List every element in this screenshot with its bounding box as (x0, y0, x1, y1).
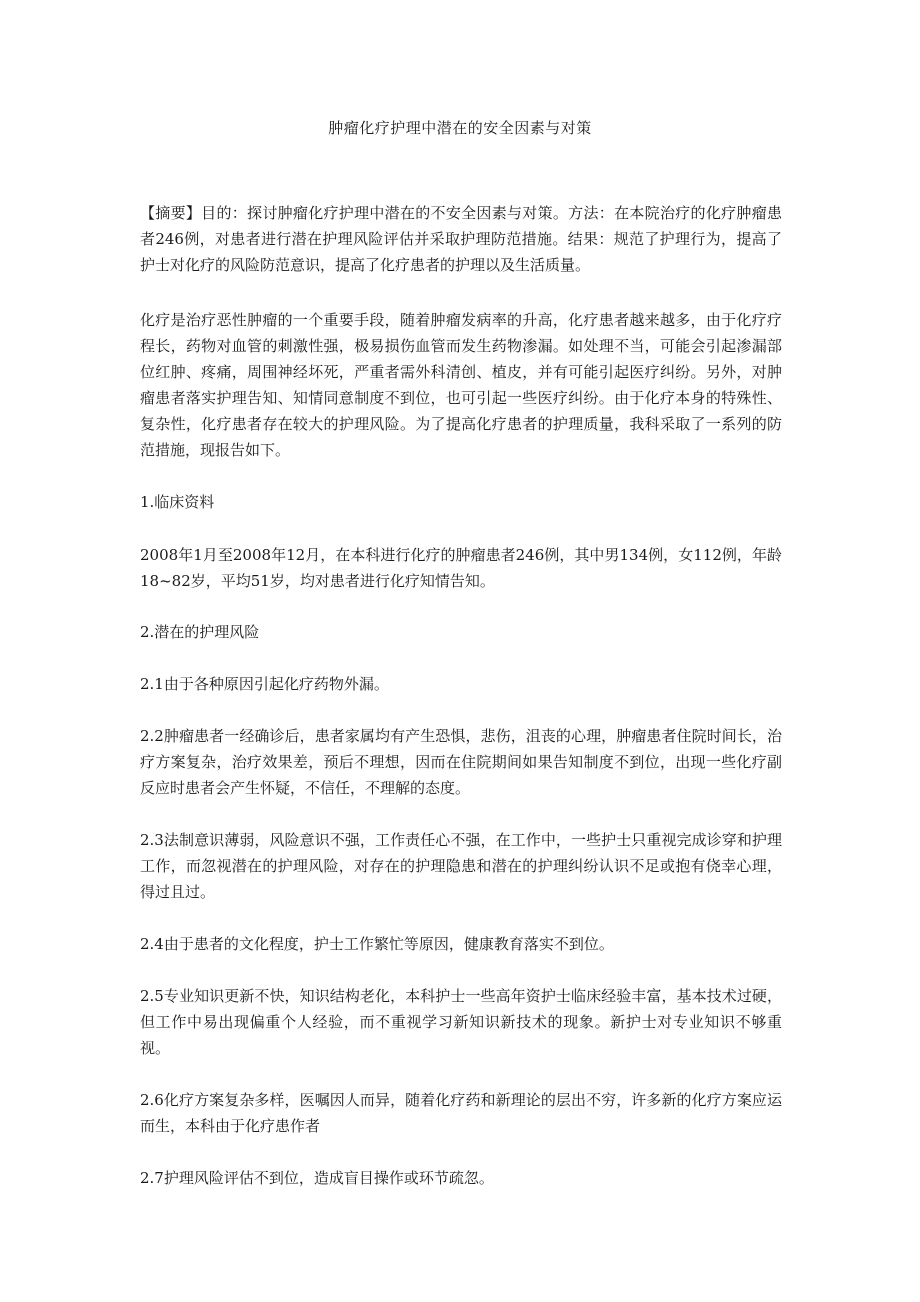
item-2-6: 2.6化疗方案复杂多样，医嘱因人而异，随着化疗药和新理论的层出不穷，许多新的化疗方案应运而生，本科由于化疗患作者 (140, 1091, 782, 1135)
item-2-2: 2.2肿瘤患者一经确诊后，患者家属均有产生恐惧，悲伤，沮丧的心理，肿瘤患者住院时间长，治疗方案复杂，治疗效果差，预后不理想，因而在住院期间如果告知制度不到位，出现一些化疗副反应时患者会产生怀疑，不信任，不理解的态度。 (140, 727, 782, 797)
item-2-1: 2.1由于各种原因引起化疗药物外漏。 (140, 675, 389, 693)
section-1-paragraph: 2008年1月至2008年12月，在本科进行化疗的肿瘤患者246例，其中男134例，女112例，年龄18~82岁，平均51岁，均对患者进行化疗知情告知。 (140, 546, 782, 590)
item-2-5: 2.5专业知识更新不快，知识结构老化，本科护士一些高年资护士临床经验丰富，基本技术过硬，但工作中易出现偏重个人经验，而不重视学习新知识新技术的现象。新护士对专业知识不够重视。 (140, 987, 782, 1057)
item-2-3: 2.3法制意识薄弱，风险意识不强，工作责任心不强，在工作中，一些护士只重视完成诊穿和护理工作，而忽视潜在的护理风险，对存在的护理隐患和潜在的护理纠纷认识不足或抱有侥幸心理，得过且过。 (140, 831, 782, 901)
item-2-4: 2.4由于患者的文化程度，护士工作繁忙等原因，健康教育落实不到位。 (140, 935, 614, 953)
abstract-paragraph: 【摘要】目的：探讨肿瘤化疗护理中潜在的不安全因素与对策。方法：在本院治疗的化疗肿瘤患者246例，对患者进行潜在护理风险评估并采取护理防范措施。结果：规范了护理行为，提高了护士对化疗的风险防范意识，提高了化疗患者的护理以及生活质量。 (140, 204, 782, 274)
section-1-heading: 1.临床资料 (140, 493, 215, 511)
page-title: 肿瘤化疗护理中潜在的安全因素与对策 (328, 119, 592, 137)
section-2-heading: 2.潜在的护理风险 (140, 623, 260, 641)
intro-paragraph: 化疗是治疗恶性肿瘤的一个重要手段，随着肿瘤发病率的升高，化疗患者越来越多，由于化疗疗程长，药物对血管的刺激性强，极易损伤血管而发生药物渗漏。如处理不当，可能会引起渗漏部位红肿、疼痛，周围神经坏死，严重者需外科清创、植皮，并有可能引起医疗纠纷。另外，对肿瘤患者落实护理告知、知情同意制度不到位，也可引起一些医疗纠纷。由于化疗本身的特殊性、复杂性，化疗患者存在较大的护理风险。为了提高化疗患者的护理质量，我科采取了一系列的防范措施，现报告如下。 (140, 311, 782, 459)
item-2-7: 2.7护理风险评估不到位，造成盲目操作或环节疏忽。 (140, 1169, 494, 1187)
